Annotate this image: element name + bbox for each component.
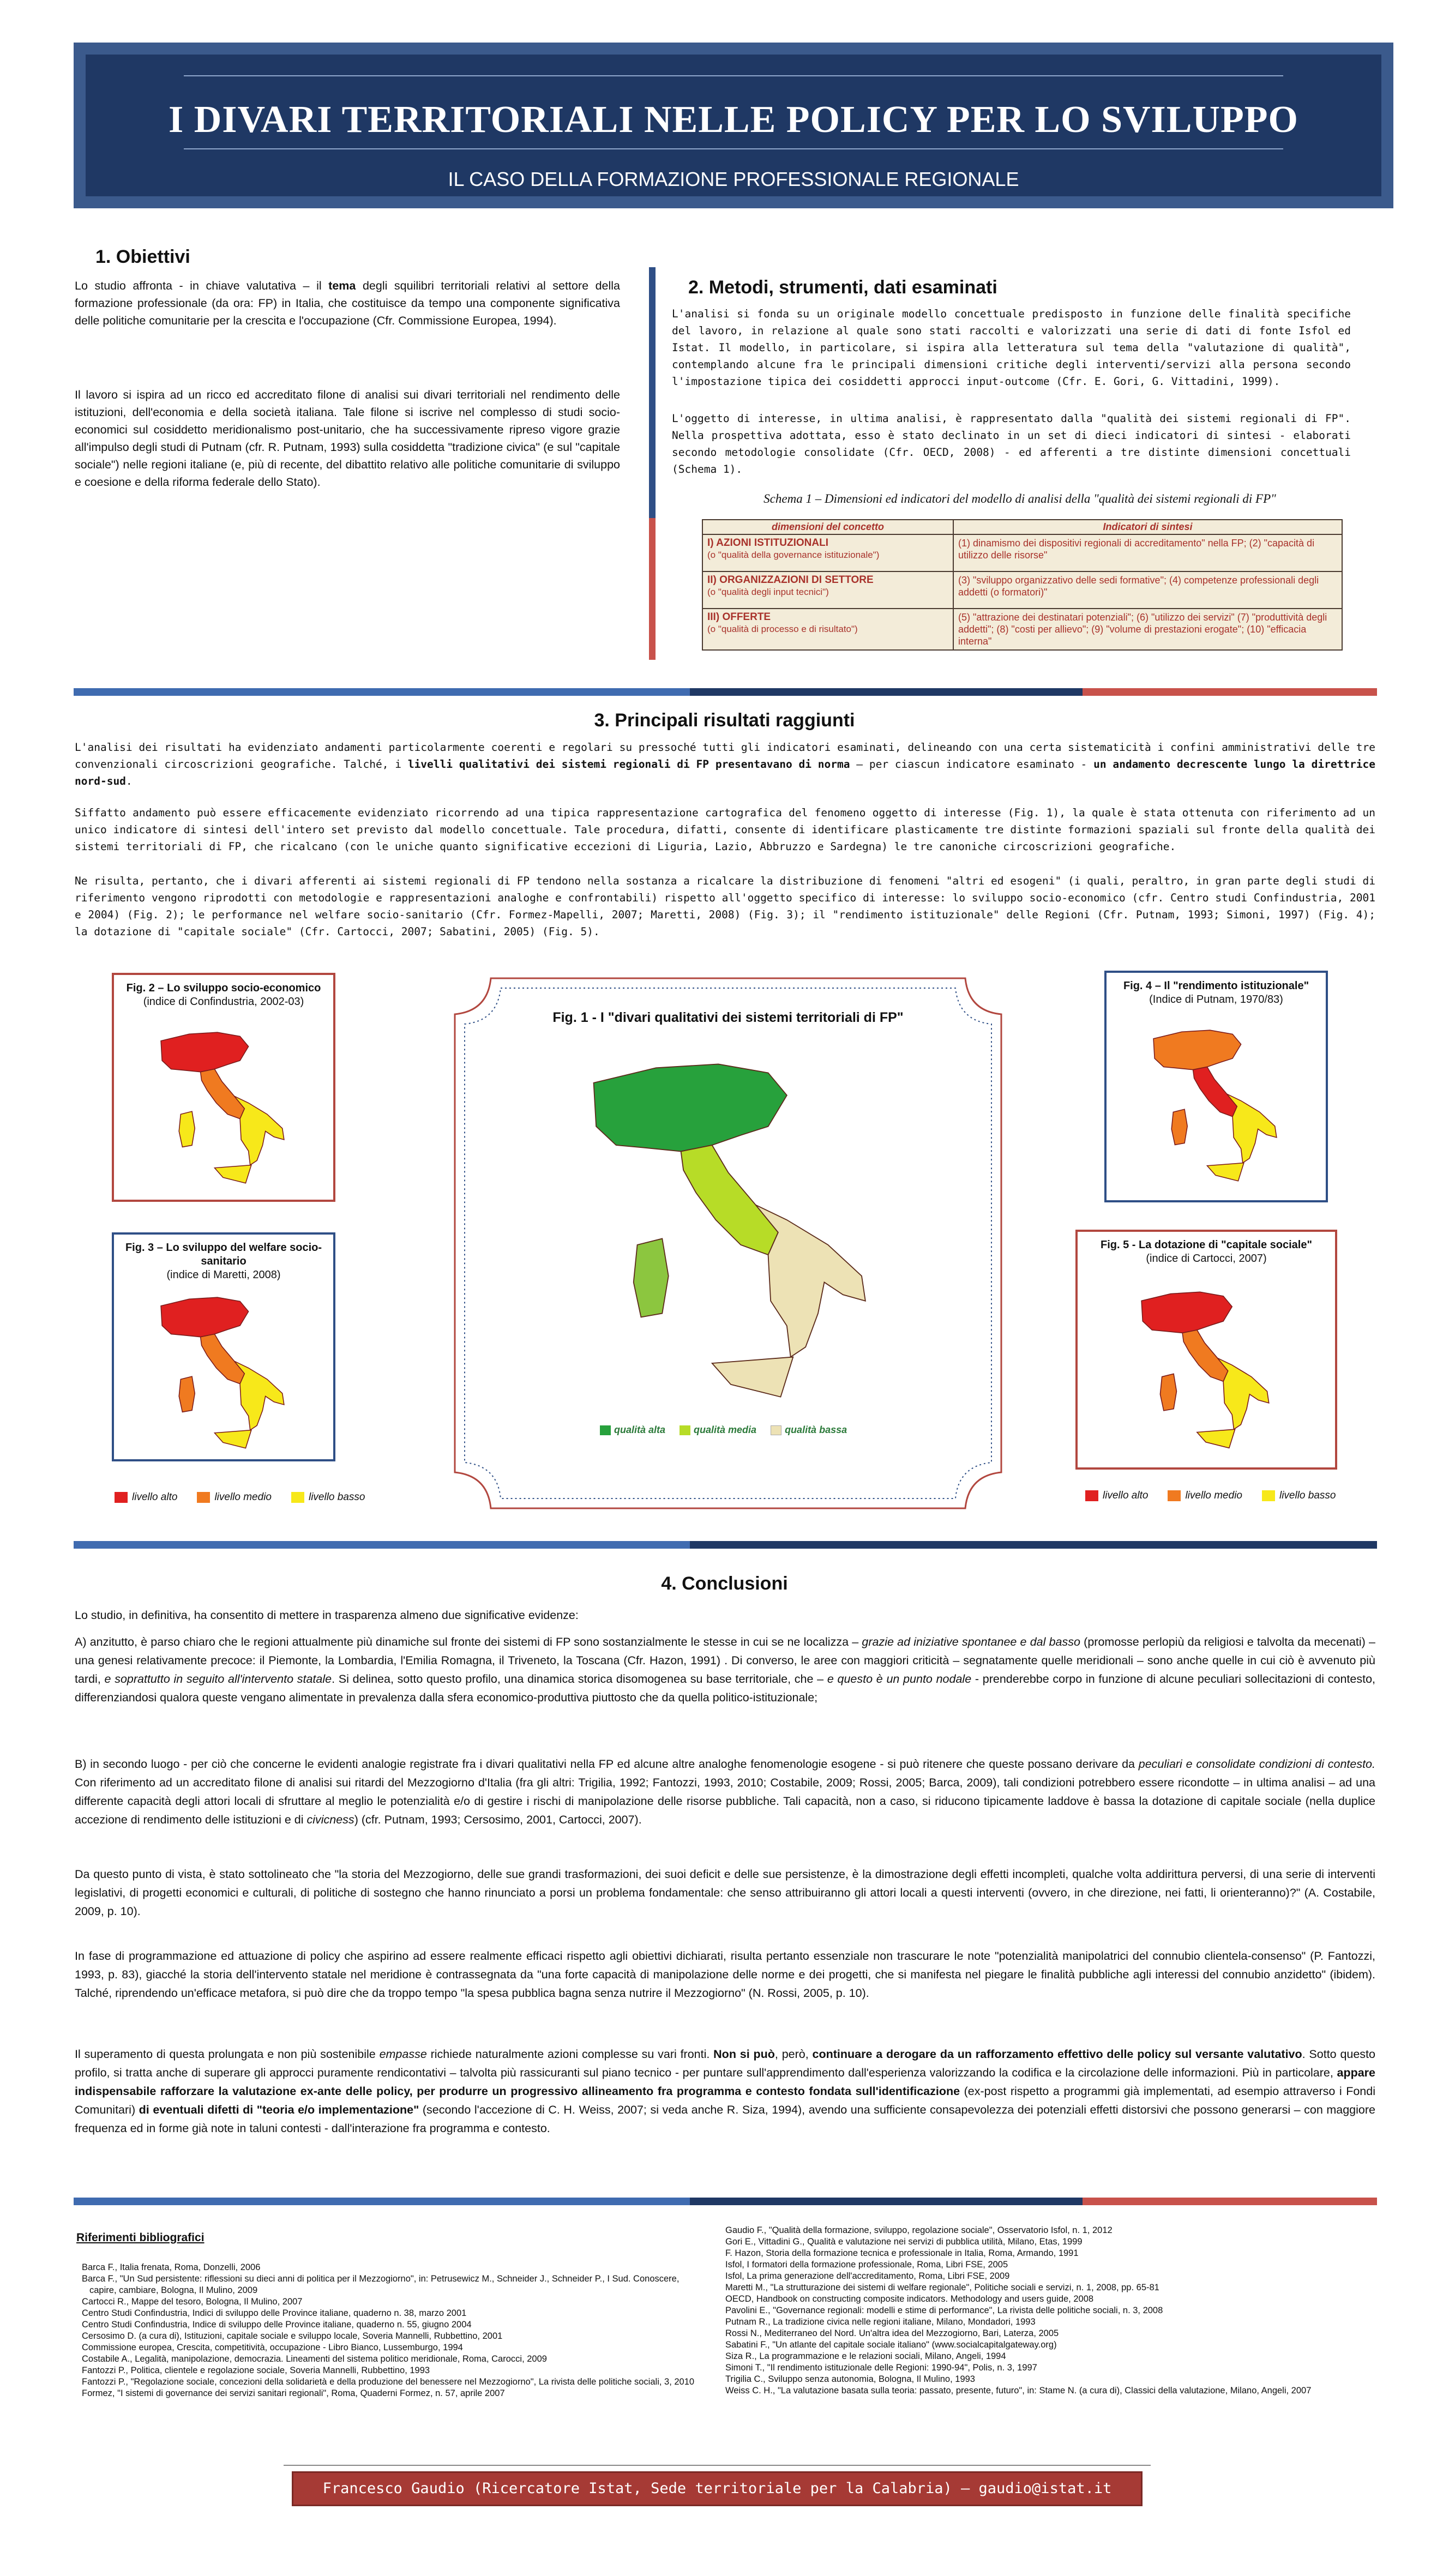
fig1-legend-label: qualità media [694,1424,757,1435]
reference-item: Centro Studi Confindustria, Indice di sviluppo delle Province italiane, quaderno n. 55, giugno 2004 [82,2320,472,2330]
s3p1-c: – per ciascun indicatore esaminato - [850,758,1094,771]
schema-indicators-cell: (3) "sviluppo organizzativo delle sedi formative"; (4) competenze professionali degli addetti (o formatori)" [953,571,1342,609]
reference-item: Centro Studi Confindustria, Indici di sviluppo delle Province italiane, quaderno n. 38, marzo 2001 [82,2308,467,2318]
s4b-1: B) in secondo luogo - per ciò che concerne le evidenti analogie registrate fra i divari qualitativi nella FP ed alcune altre analoghe fenomenologie esogene - si può ritenere che queste possano derivare da [75,1758,1139,1771]
references-right [725,2225,1374,2397]
schema-dimension-name: III) OFFERTE [707,611,771,623]
legend-item-alto [1085,1490,1148,1502]
schema-dimension-name: II) ORGANIZZAZIONI DI SETTORE [707,574,874,586]
title-banner-inner [86,55,1381,196]
schema-dimension-sub: (o "qualità di processo e di risultato") [707,624,858,634]
legend-swatch-medio [1168,1490,1181,1501]
poster-title: I DIVARI TERRITORIALI NELLE POLICY PER LO SVILUPPO [168,99,1299,141]
author-footer: Francesco Gaudio (Ricercatore Istat, Sede territoriale per la Calabria) – gaudio@istat.it [292,2471,1143,2506]
fig3-box [112,1232,335,1461]
s4e-5: , però, [774,2048,813,2061]
schema-dimension-cell [702,534,953,571]
section4-intro: Lo studio, in definitiva, ha consentito di mettere in trasparenza almeno due significative evidenze: [75,1609,579,1622]
fig3-map [152,1295,294,1453]
schema-dimension-sub: (o "qualità degli input tecnici") [707,587,829,597]
schema-header-dimension: dimensioni del concetto [702,520,953,534]
schema-dimension-cell [702,609,953,650]
fig2-title: Fig. 2 – Lo sviluppo socio-economico [126,982,321,994]
s4a-1: A) anzitutto, è parso chiaro che le regioni attualmente più dinamiche sul fronte dei sistemi di FP sono sostanzialmente le stesse in cui se ne localizza – [75,1635,862,1648]
rule-blue-left-2 [74,1541,690,1549]
fig1-legend-media [680,1424,756,1436]
section4-paragraph-c: Da questo punto di vista, è stato sottolineato che "la storia del Mezzogiorno, delle sue grandi trasformazioni, dei suoi deficit e delle sue persistenze, è la dimostrazione degli effetti incompleti, qualche volta addirittura perversi, di una serie di interventi legislativi, di progetti economici e culturali, di politiche di sostegno che hanno rinunciato a porsi un problema fondamentale: che senso attribuiranno gli attori locali a questi interventi (ovvero, in che direzione, nei fatti, li orienteranno)?" (A. Costabile, 2009, p. 10). [75,1868,1375,1918]
s4b-5: ) (cfr. Putnam, 1993; Cersosimo, 2001, Cartocci, 2007). [354,1813,642,1826]
fig5-map [1132,1289,1279,1453]
s4a-3: (promosse perlopiù da religiosi e talvolta da mecenati) – una genesi relativamente precoce: il Piemonte, la Lombardia, l'Emilia Romagna, il Triveneto, la Toscana (Cfr. Hazon, 1991) . Di converso, le aree con maggiori criticità – segnatamente quelle meridionali – sono anche quelle in cui ciò è avvenuto più tardi, [75,1635,1375,1686]
s4a-2: grazie ad iniziative spontanee e dal basso [862,1635,1080,1648]
section1-paragraph-1 [75,277,620,329]
fig3-caption [114,1241,333,1282]
reference-item: Cartocci R., Mappe del tesoro, Bologna, Il Mulino, 2007 [82,2297,303,2307]
section1-title: 1. Obiettivi [95,246,190,267]
rule-navy-mid-3 [690,2198,1083,2205]
fig1-legend-label: qualità bassa [785,1424,847,1435]
schema-header-indicators: Indicatori di sintesi [953,520,1342,534]
reference-item: Isfol, La prima generazione dell'accreditamento, Roma, Libri FSE, 2009 [725,2271,1010,2281]
s4e-11: (secondo l'accezione di C. H. Weiss, 2007; si veda anche R. Siza, 1994), avendo una sufficiente consapevolezza dei potenziali effetti distorsivi che possono generarsi – con maggiore frequenza ed in forme già note in taluni contesti - dall'interazione fra programma e contesto. [75,2103,1375,2135]
s4a-6: e questo è un punto nodale [827,1672,972,1686]
reference-item: Costabile A., Legalità, manipolazione, democrazia. Lineamenti del sistema politico meridionale, Roma, Carocci, 2009 [82,2354,547,2364]
s4b-4: civicness [306,1813,354,1826]
s4e-3: richiede naturalmente azioni complesse su vari fronti. [426,2048,714,2061]
s4e-1: Il superamento di questa prolungata e non più sostenibile [75,2048,380,2061]
legend-label: livello basso [308,1491,365,1503]
legend-swatch-alto [115,1492,128,1503]
references-title: Riferimenti bibliografici [76,2231,205,2244]
fig1-legend-alta [600,1424,665,1436]
reference-item: Pavolini E., "Governance regionali: modelli e stime di performance", La rivista delle politiche sociali, n. 3, 2008 [725,2306,1163,2315]
fig2-subtitle: (indice di Confindustria, 2002-03) [143,996,304,1008]
fig1-legend-label: qualità alta [614,1424,666,1435]
reference-item: Barca F., "Un Sud persistente: riflessioni su dieci anni di politica per il Mezzogiorno", in: Petrusewicz M., Schneider J., Schneider P., I Sud. Conoscere, capire, cambiare, Bologna, Il Mulino, 2009 [82,2274,680,2295]
schema-title: Schema 1 – Dimensioni ed indicatori del modello di analisi della "qualità dei sistemi regionali di FP" [763,492,1276,505]
legend-label: livello medio [214,1491,272,1503]
s4e-6: continuare a derogare da un rafforzamento effettivo delle policy sul versante valutativo [812,2048,1302,2061]
reference-item: Sabatini F., "Un atlante del capitale sociale italiano" (www.socialcapitalgateway.org) [725,2340,1057,2350]
legend-label: livello alto [1103,1490,1149,1501]
s4e-10: di eventuali difetti di "teoria e/o implementazione" [139,2103,419,2116]
rule-blue-left [74,688,690,696]
legend-swatch-basso [291,1492,304,1503]
s3p1-b: livelli qualitativi dei sistemi regionali di FP presentavano di norma [407,758,850,771]
legend-label: livello alto [132,1491,178,1503]
legend-label: livello basso [1279,1490,1336,1501]
legend-swatch-medio [197,1492,210,1503]
s4e-7: . Sotto questo profilo, si tratta anche di superare gli approcci puramente rendicontativi – talvolta più rassicuranti sul piano tecnico - per puntare sull'apprendimento dall'esperienza valorizzando la codifica e la circolazione delle informazioni. Più in particolare, [75,2048,1375,2079]
left-level-legend [115,1491,365,1503]
schema-dimension-cell [702,571,953,609]
schema-row [702,609,1342,650]
section1-paragraph-2: Il lavoro si ispira ad un ricco ed accreditato filone di analisi sui divari territoriali nel rendimento delle istituzioni, dell'economia e della società italiana. Tale filone si iscrive nel complesso di studi socio-economici sul cosiddetto meridionalismo post-unitario, che ha successivamente ripreso vigore grazie all'impulso degli studi di Putnam (cfr. R. Putnam, 1993) sulla cosiddetta "tradizione civica" (e sul "capitale sociale") nelle regioni italiane (e, più di recente, del dibattito relativo alle politiche comunitarie di sviluppo e coesione e della riforma federale dello Stato). [75,388,620,489]
fig4-box [1104,971,1328,1202]
vertical-divider-blue [649,267,656,518]
s4e-9: (ex-post rispetto a programmi già implementati, ad esempio attraverso i Fondi Comunitari) [75,2085,1375,2116]
reference-item: Rossi N., Mediterraneo del Nord. Un'altra idea del Mezzogiorno, Bari, Laterza, 2005 [725,2328,1059,2338]
legend-swatch-alto [1085,1490,1098,1501]
fig1-swatch-bassa [771,1425,781,1435]
fig1-legend [600,1424,847,1436]
schema-dimension-name: I) AZIONI ISTITUZIONALI [707,537,828,549]
s4b-2: peculiari e consolidate condizioni di contesto. [1138,1758,1375,1771]
s4a-4: e soprattutto in seguito all'intervento statale [104,1672,332,1686]
section4-paragraph-e [75,2045,1375,2138]
section3-paragraph-3: Ne risulta, pertanto, che i divari afferenti ai sistemi regionali di FP tendono nella sostanza a ricalcare la distribuzione di fenomeni "altri ed esogeni" (i quali, peraltro, in gran parte degli studi di riferimento vengono riprodotti con metodologie e rappresentazioni analoghe e confrontabili) rispetto all'oggetto specifico di interesse: lo sviluppo socio-economico (cfr. Centro studi Confindustria, 2001 e 2004) (Fig. 2); le performance nel welfare socio-sanitario (Cfr. Formez-Mapelli, 2007; Maretti, 2008) (Fig. 3); il "rendimento istituzionale" delle Regioni (Cfr. Putnam, 1993; Simoni, 1997) (Fig. 4); la dotazione di "capitale sociale" (Cfr. Cartocci, 2007; Sabatini, 2005) (Fig. 5). [75,875,1375,938]
reference-item: Isfol, I formatori della formazione professionale, Roma, Libri FSE, 2005 [725,2260,1008,2270]
legend-item-basso [291,1491,365,1503]
section3-paragraph-1 [75,739,1375,790]
fig4-caption [1107,979,1326,1007]
s1p1-a: Lo studio affronta - in chiave valutativa – il [75,279,329,292]
reference-item: Gaudio F., "Qualità della formazione, sviluppo, regolazione sociale", Osservatorio Isfol, n. 1, 2012 [725,2225,1113,2235]
fig1-map [556,1058,905,1407]
s4e-2: empasse [379,2048,427,2061]
s4b-3: Con riferimento ad un accreditato filone di analisi sui ritardi del Mezzogiorno d'Italia (fra gli altri: Trigilia, 1992; Fantozzi, 1993, 2010; Costabile, 2009; Rossi, 2005; Barca, 2009), tali condizioni potrebbero essere ricondotte – in ultima analisi – ad una differente capacità degli attori locali di sfruttare al meglio le potenzialità e/o di gestire i rischi di manipolazione delle risorse pubbliche. Tali capacità, non a caso, si riducono tipicamente laddove è bassa la dotazione di capitale sociale (nella duplice accezione di rendimento delle istituzioni e di [75,1776,1375,1826]
s4e-8: appare indispensabile rafforzare la valutazione ex-ante delle policy, per produrre un progressivo allineamento fra programma e contesto fondata sull'identificazione [75,2066,1375,2098]
fig2-caption [114,982,333,1009]
section3-paragraph-2: Siffatto andamento può essere efficacemente evidenziato ricorrendo ad una tipica rappresentazione cartografica del fenomeno oggetto di interesse (Fig. 1), la quale è stata ottenuta con riferimento ad un unico indicatore di sintesi dell'intero set previsto dal modello concettuale. Tale procedura, difatti, consente di identificare plasticamente tre distinte formazioni spaziali sul fronte della qualità dei sistemi territoriali di FP, che ricalcano (con le uniche quanto significative eccezioni di Liguria, Lazio, Abbruzzo e Sardegna) le tre canoniche circoscrizioni geografiche. [75,806,1375,853]
s3p1-e: . [125,775,133,787]
fig4-subtitle: (Indice di Putnam, 1970/83) [1149,994,1283,1006]
right-level-legend [1085,1490,1336,1502]
rule-navy-mid [690,688,1083,696]
legend-item-basso [1262,1490,1336,1502]
banner-rule-top [184,75,1283,76]
reference-item: OECD, Handbook on constructing composite indicators. Methodology and users guide, 2008 [725,2294,1094,2304]
reference-item: Commissione europea, Crescita, competitività, occupazione - Libro Bianco, Lussemburgo, 1994 [82,2343,463,2352]
fig1-swatch-alta [600,1425,611,1435]
rule-red-right [1083,688,1377,696]
banner-rule-mid [184,148,1283,149]
reference-item: Barca F., Italia frenata, Roma, Donzelli, 2006 [82,2262,261,2272]
reference-item: Fantozzi P., "Regolazione sociale, concezioni della solidarietà e della produzione del benessere nel Mezzogiorno", La rivista delle politiche sociali, 3, 2010 [82,2377,695,2387]
rule-red-right-3 [1083,2198,1377,2205]
fig1-frame [453,976,1003,1510]
footer-rule [284,2465,1151,2466]
fig1-legend-bassa [771,1424,847,1436]
reference-item: F. Hazon, Storia della formazione tecnica e professionale in Italia, Roma, Armando, 1991 [725,2248,1079,2258]
vertical-divider-red [649,518,656,660]
schema-indicators-cell: (5) "attrazione dei destinatari potenziali"; (6) "utilizzo dei servizi" (7) "produttività degli addetti"; (8) "costi per allievo"; (9) "volume di prestazioni erogate"; (10) "efficacia interna" [953,609,1342,650]
reference-item: Simoni T., "Il rendimento istituzionale delle Regioni: 1990-94", Polis, n. 3, 1997 [725,2363,1037,2373]
s4a-7: - prenderebbe corpo in funzione di alcune peculiari sollecitazioni di contesto, differenziandosi qualora queste vengano alimentate in prevalenza dalla sfera economico-produttiva piuttosto che da quella politico-istituzionale; [75,1672,1375,1704]
section3-title: 3. Principali risultati raggiunti [594,710,855,731]
legend-item-alto [115,1491,177,1503]
section2-paragraph-2: L'oggetto di interesse, in ultima analisi, è rappresentato dalla "qualità dei sistemi regionali di FP". Nella prospettiva adottata, esso è stato declinato in un set di dieci indicatori di sintesi - elaborati secondo metodologie consolidate (Cfr. OECD, 2008) - ed afferenti a tre distinte dimensioni concettuali (Schema 1). [672,412,1351,476]
legend-item-medio [1168,1490,1242,1502]
reference-item: Siza R., La programmazione e le relazioni sociali, Milano, Angeli, 1994 [725,2351,1006,2361]
fig4-title: Fig. 4 – Il "rendimento istituzionale" [1123,980,1309,992]
fig5-title: Fig. 5 - La dotazione di "capitale sociale" [1101,1239,1312,1251]
fig1-swatch-media [680,1425,690,1435]
reference-item: Maretti M., "La strutturazione dei sistemi di welfare regionale", Politiche sociali e servizi, n. 1, 2008, pp. 65-81 [725,2283,1159,2292]
fig3-title: Fig. 3 – Lo sviluppo del welfare socio-sanitario [125,1242,322,1267]
reference-item: Putnam R., La tradizione civica nelle regioni italiane, Milano, Mondadori, 1993 [725,2317,1036,2327]
fig1-title: Fig. 1 - I "divari qualitativi dei sistemi territoriali di FP" [552,1010,904,1025]
reference-item: Weiss C. H., "La valutazione basata sulla teoria: passato, presente, futuro", in: Stame N. (a cura di), Classici della valutazione, Milano, Angeli, 2007 [725,2386,1312,2396]
fig4-map [1145,1027,1286,1185]
section4-title: 4. Conclusioni [661,1573,788,1594]
section2-paragraph-1: L'analisi si fonda su un originale modello concettuale predisposto in funzione delle finalità specifiche del lavoro, in relazione al quale sono stati raccolti e valorizzati una serie di dati di fonte Isfol ed Istat. Il modello, in particolare, si ispira alla letteratura sul tema della "valutazione di qualità", contemplando alcune fra le principali dimensioni critiche degli interventi/servizi alla persona secondo l'impostazione tipica dei cosiddetti approcci input-outcome (Cfr. E. Gori, G. Vittadini, 1999). [672,308,1351,388]
section2-title: 2. Metodi, strumenti, dati esaminati [688,277,997,298]
schema-dimension-sub: (o "qualità della governance istituzionale") [707,550,880,560]
s1p1-b: tema [328,279,356,292]
legend-swatch-basso [1262,1490,1275,1501]
rule-navy-right-2 [690,1541,1377,1549]
reference-item: Cersosimo D. (a cura di), Istituzioni, capitale sociale e sviluppo locale, Soveria Mannelli, Rubbettino, 2001 [82,2331,503,2341]
fig3-subtitle: (indice di Maretti, 2008) [166,1269,281,1281]
reference-item: Fantozzi P., Politica, clientele e regolazione sociale, Soveria Mannelli, Rubbettino, 1993 [82,2366,430,2375]
schema-header-row [702,520,1342,534]
section4-paragraph-d: In fase di programmazione ed attuazione di policy che aspirino ad essere realmente efficaci rispetto agli obiettivi dichiarati, risulta pertanto essenziale non trascurare le note "potenzialità manipolatrici del connubio clientela-consenso" (P. Fantozzi, 1993, p. 83), giacché la storia dell'intervento statale nel meridione è contrassegnata da "una forte capacità di manipolazione delle norme e dei progetti, che si manifesta nel piegare le finalità pubbliche agli interessi del connubio anzidetto" (ibidem). Talché, riprendendo un'efficace metafora, si può dire che da troppo tempo "la spesa pubblica bagna senza nutrire il Mezzogiorno" (N. Rossi, 2005, p. 10). [75,1949,1375,2000]
fig2-map [152,1030,294,1188]
fig5-caption [1078,1238,1335,1266]
s3p1-a: L'analisi dei risultati ha evidenziato andamenti particolarmente coerenti e regolari su pressoché tutti gli indicatori esaminati, delineando con una certa sistematicità i confini amministrativi delle tre convenzionali circoscrizioni geografiche. Talché, i [75,741,1375,771]
poster-subtitle: IL CASO DELLA FORMAZIONE PROFESSIONALE REGIONALE [448,168,1019,190]
s4a-5: . Si delinea, sotto questo profilo, una dinamica storica disomogenea su base territoriale, che – [332,1672,827,1686]
s1p1-c: degli squilibri territoriali relativi al settore della formazione professionale (da ora: FP) in Italia, che costituisce da tempo una componente significativa delle politiche comunitarie per la crescita e l'occupazione (Cfr. Commissione Europea, 1994). [75,279,621,327]
title-banner [74,43,1393,208]
rule-blue-left-3 [74,2198,690,2205]
fig5-box [1075,1230,1337,1470]
schema-indicators-cell: (1) dinamismo dei dispositivi regionali di accreditamento" nella FP; (2) "capacità di utilizzo delle risorse" [953,534,1342,571]
section4-paragraph-b [75,1755,1375,1829]
legend-item-medio [197,1491,272,1503]
reference-item: Trigilia C., Sviluppo senza autonomia, Bologna, Il Mulino, 1993 [725,2374,975,2384]
schema-row [702,534,1342,571]
references-left [82,2262,698,2399]
schema-table [702,519,1343,651]
s3p1-d: un andamento decrescente lungo la direttrice nord-sud [75,758,1376,787]
legend-label: livello medio [1185,1490,1242,1501]
fig2-box [112,973,335,1202]
fig5-subtitle: (indice di Cartocci, 2007) [1146,1253,1267,1265]
section4-paragraph-a [75,1633,1375,1707]
s4e-4: Non si può [713,2048,775,2061]
reference-item: Gori E., Vittadini G., Qualità e valutazione nei servizi di pubblica utilità, Milano, Etas, 1999 [725,2237,1083,2247]
reference-item: Formez, "I sistemi di governance dei servizi sanitari regionali", Roma, Quaderni Formez, n. 57, aprile 2007 [82,2388,505,2398]
schema-row [702,571,1342,609]
